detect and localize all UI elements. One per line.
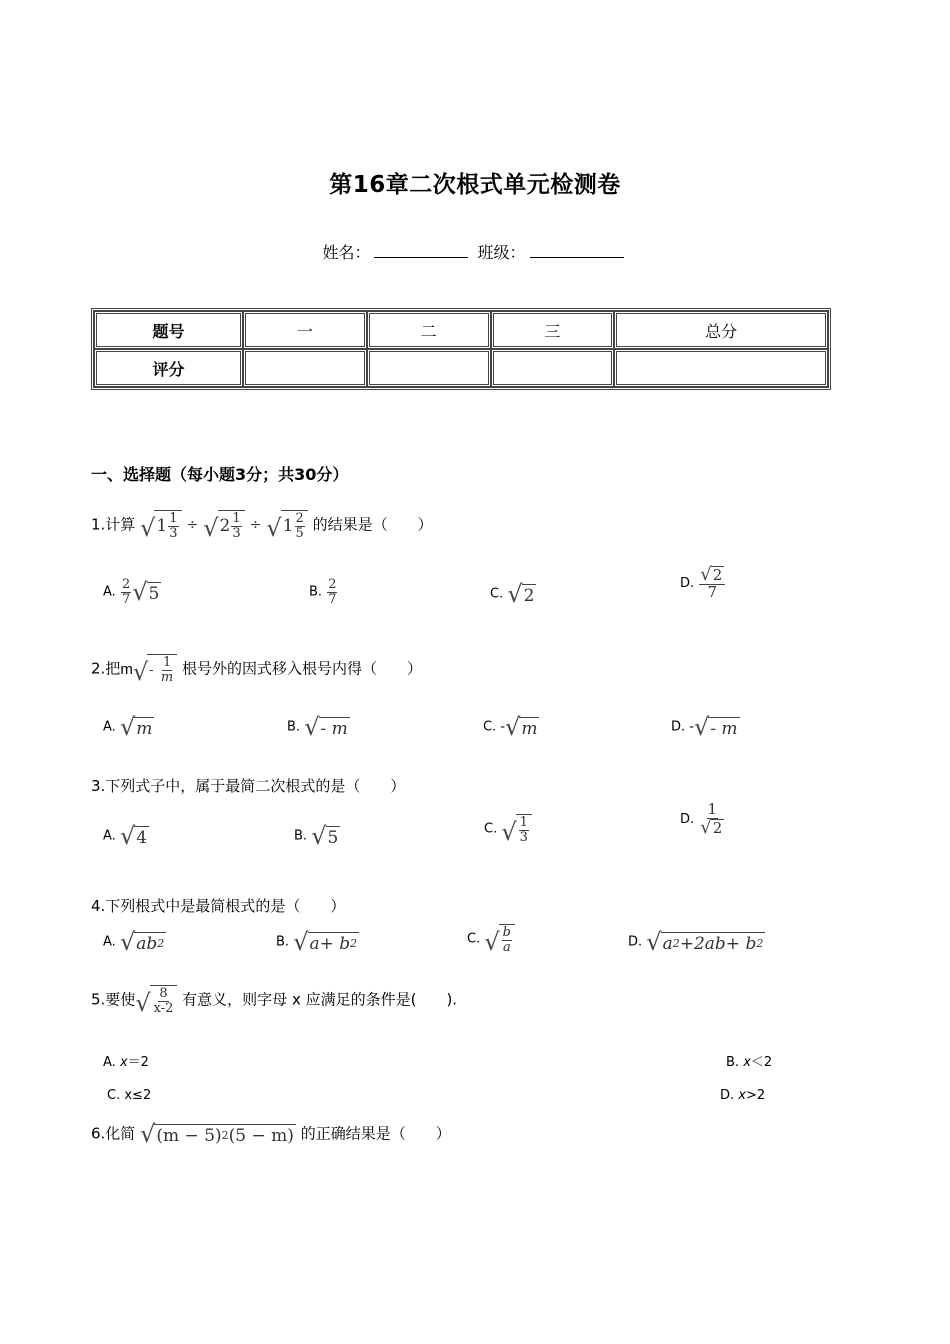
radical-sign: √ — [505, 713, 521, 741]
student-info-line — [0, 240, 950, 263]
option-c[interactable]: C. x≤2 — [107, 1088, 152, 1103]
question-6: 6.化简 √ (m − 5) 2 (5 − m) 的正确结果是（ ） — [91, 1120, 451, 1148]
question-1-prefix: 1.计算 — [91, 515, 136, 534]
radical-sign: √ — [132, 658, 149, 687]
radical-sign: √ — [140, 514, 156, 543]
option-b[interactable]: B. $\frac{2}{7}$ — [309, 577, 337, 607]
radical-sign: √ — [304, 713, 320, 741]
option-c[interactable]: C. √ $\frac{1}{3}$ — [484, 814, 532, 844]
name-label: 姓名： — [322, 243, 371, 262]
radical: √ - $\frac{1}{m}$ — [133, 654, 177, 684]
radical: √ 1 $\frac{2}{5}$ — [266, 510, 307, 540]
name-blank[interactable] — [374, 243, 468, 258]
radical-sign: √ — [507, 580, 523, 608]
option-b[interactable]: B. √ 5 — [294, 822, 339, 850]
score-cell[interactable] — [614, 349, 828, 387]
radical-sign: √ — [311, 822, 327, 850]
radical-sign: √ — [132, 578, 148, 607]
section-title: 一、选择题（每小题3分；共30分） — [91, 465, 349, 484]
radical-sign: √ — [203, 514, 219, 543]
option-d[interactable]: D. - √ - m — [671, 713, 738, 741]
radical: √ 5 — [311, 822, 339, 850]
score-table-header-cell: 题号 — [94, 311, 243, 349]
option-a[interactable]: A. x＝2 — [103, 1055, 149, 1070]
option-d[interactable]: D. 1 √ 2 — [680, 800, 723, 838]
class-label: 班级： — [477, 243, 526, 262]
radical-sign: √ — [119, 822, 136, 850]
radical-sign: √ — [501, 818, 517, 847]
radical: √ $\frac{b}{a}$ — [484, 924, 515, 954]
question-6-expression — [140, 1122, 296, 1146]
radical-sign: √ — [646, 928, 662, 956]
question-3: 3.下列式子中，属于最简二次根式的是（ ） — [91, 777, 406, 795]
radical-sign: √ — [266, 514, 282, 543]
radical-sign: √ — [700, 816, 712, 838]
question-5: 5.要使 √ $\frac{8}{x-2}$ 有意义，则字母 x 应满足的条件是( ). — [91, 986, 458, 1018]
radical: √ a 2 +2ab+ b 2 — [646, 928, 764, 956]
radical: √ $\frac{1}{3}$ — [501, 814, 532, 844]
score-row-label: 评分 — [94, 349, 243, 387]
score-cell[interactable] — [243, 349, 367, 387]
option-c[interactable]: C. √ $\frac{b}{a}$ — [467, 924, 515, 954]
radical-sign: √ — [140, 1120, 156, 1148]
score-table-score-row — [94, 349, 828, 387]
radical-sign: √ — [484, 928, 500, 957]
radical: √ - m — [693, 713, 738, 741]
score-table-header-cell: 二 — [367, 311, 491, 349]
radical: √ 2 — [700, 816, 723, 838]
radical: √ 5 — [132, 578, 160, 607]
radical-sign: √ — [293, 928, 309, 956]
class-blank[interactable] — [530, 243, 624, 258]
option-a[interactable]: A. $\frac{2}{7}$ √ 5 — [103, 577, 160, 607]
option-d[interactable]: D. x>2 — [720, 1088, 766, 1103]
radical: √ ab 2 — [119, 928, 165, 956]
question-1 — [91, 510, 433, 543]
option-b[interactable]: B. √ a+ b 2 — [276, 928, 358, 956]
radical-sign: √ — [119, 928, 136, 956]
radical-sign: √ — [700, 564, 712, 585]
radical: √ $\frac{8}{x-2}$ — [135, 985, 177, 1015]
option-b[interactable]: B. √ - m — [287, 713, 348, 741]
question-5-expression — [135, 985, 177, 1018]
page-title: 第16章二次根式单元检测卷 — [329, 172, 621, 198]
radical: √ a+ b 2 — [293, 928, 358, 956]
score-table-header-cell: 一 — [243, 311, 367, 349]
score-cell[interactable] — [491, 349, 615, 387]
option-a[interactable]: A. √ ab 2 — [103, 928, 165, 956]
radical: √ 2 — [700, 564, 723, 585]
question-1-expression: √ 1 $\frac{1}{3}$ ÷ √ 2 $\frac{1}{3}$ ÷ √ 1 $\frac{2}{5}$ — [140, 510, 308, 540]
radical: √ 4 — [119, 822, 148, 850]
radical: √ 2 — [507, 580, 535, 608]
radical: √ 1 $\frac{1}{3}$ — [140, 510, 181, 540]
radical: √ (m − 5) 2 (5 − m) — [140, 1120, 294, 1148]
radical-sign: √ — [135, 989, 151, 1018]
option-a[interactable]: A. √ 4 — [103, 822, 148, 850]
score-table-header-cell: 总分 — [614, 311, 828, 349]
radical: √ - m — [304, 713, 348, 741]
radical: √ m — [505, 713, 538, 741]
question-2: 2.把 m √ - $\frac{1}{m}$ 根号外的因式移入根号内得（ ） — [91, 655, 423, 687]
score-table-header-cell: 三 — [491, 311, 615, 349]
question-1-suffix: 的结果是（ ） — [312, 515, 433, 534]
radical-sign: √ — [119, 713, 136, 741]
option-d[interactable]: D. √ 2 7 — [680, 566, 726, 601]
radical: √ 2 $\frac{1}{3}$ — [203, 510, 244, 540]
score-cell[interactable] — [367, 349, 491, 387]
option-d[interactable]: D. √ a 2 +2ab+ b 2 — [628, 928, 764, 956]
question-4: 4.下列根式中是最简根式的是（ ） — [91, 897, 346, 915]
question-2-expression: m √ - $\frac{1}{m}$ — [120, 654, 177, 684]
option-c[interactable]: C. - √ m — [483, 713, 538, 741]
option-a[interactable]: A. √ m — [103, 713, 153, 741]
score-table-header-row — [94, 311, 828, 349]
radical: √ m — [119, 713, 153, 741]
option-c[interactable]: C. √ 2 — [490, 580, 535, 608]
radical-sign: √ — [693, 713, 710, 741]
option-b[interactable]: B. x＜2 — [726, 1055, 773, 1070]
score-table — [91, 308, 831, 390]
